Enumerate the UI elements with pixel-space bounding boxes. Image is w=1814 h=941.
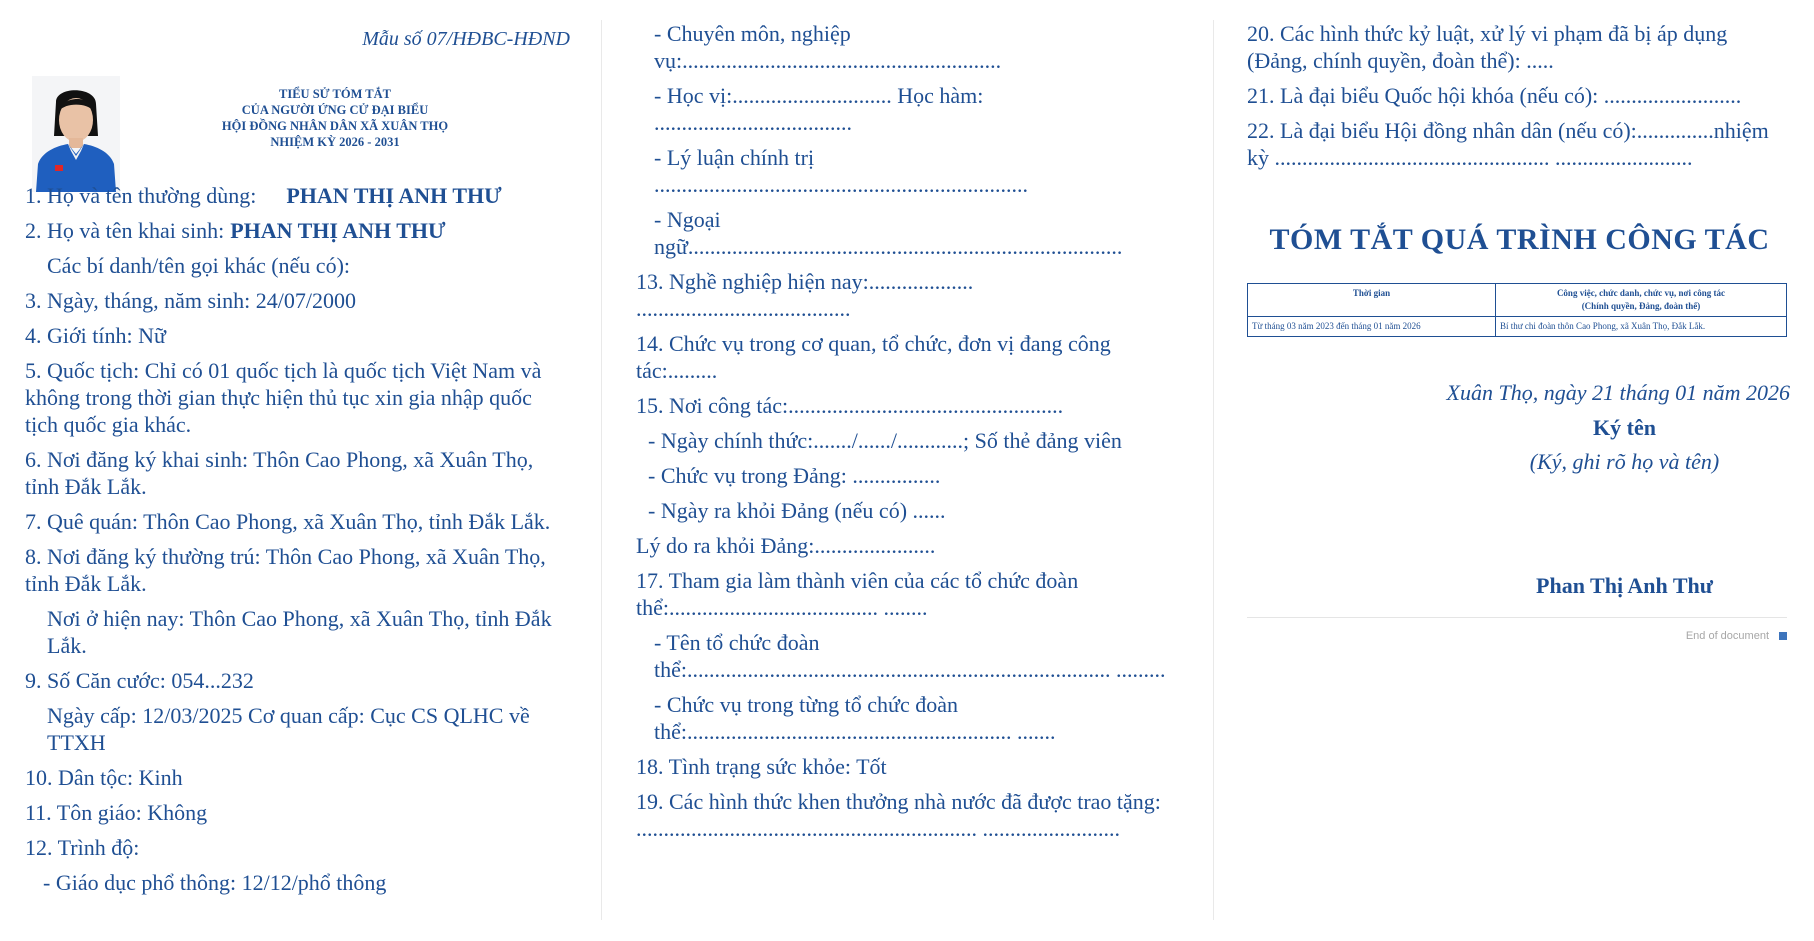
table-cell-job: Bí thư chi đoàn thôn Cao Phong, xã Xuân Thọ, Đắk Lắk.	[1495, 317, 1786, 337]
table-header-job-label: Công việc, chức danh, chức vụ, nơi công tác	[1556, 288, 1725, 298]
end-of-document	[1247, 630, 1787, 642]
bio-section-3	[1247, 20, 1792, 642]
field-education: 12. Trình độ:	[25, 835, 140, 860]
field-position: 14. Chức vụ trong cơ quan, tổ chức, đơn vị đang công tác:.........	[636, 331, 1111, 383]
field-peoples-council: 22. Là đại biểu Hội đồng nhân dân (nếu có):..............nhiệm kỳ .................................................. .........................	[1247, 118, 1769, 170]
signature-title: Ký tên	[1593, 415, 1656, 440]
table-header-time: Thời gian	[1248, 284, 1496, 317]
bio-section-1	[25, 182, 570, 896]
table-header-job-sub: (Chính quyền, Đảng, đoàn thể)	[1581, 301, 1701, 311]
end-of-document-label: End of document	[1685, 630, 1769, 642]
field-party-position: - Chức vụ trong Đảng: ................	[648, 463, 941, 488]
table-header-row	[1248, 284, 1787, 317]
field-permanent-residence: 8. Nơi đăng ký thường trú: Thôn Cao Phong, xã Xuân Thọ, tỉnh Đắk Lắk.	[25, 544, 546, 596]
field-birth-name: 2. Họ và tên khai sinh: PHAN THỊ ANH THƯ	[25, 218, 446, 243]
field-hometown: 7. Quê quán: Thôn Cao Phong, xã Xuân Thọ, tỉnh Đắk Lắk.	[25, 509, 551, 534]
field-organization-name: - Tên tổ chức đoàn thể:............................................................................. .........	[654, 630, 1166, 682]
table-header-job	[1495, 284, 1786, 317]
portrait-photo	[32, 76, 120, 192]
field-id-number: 9. Số Căn cước: 054...232	[25, 668, 254, 693]
column-1	[25, 20, 570, 920]
document-heading	[185, 86, 485, 150]
field-party-official-date: - Ngày chính thức:......./....../............; Số thẻ đảng viên	[648, 428, 1122, 453]
common-name-value: PHAN THỊ ANH THƯ	[286, 183, 502, 208]
field-discipline: 20. Các hình thức kỷ luật, xử lý vi phạm đã bị áp dụng (Đảng, chính quyền, đoàn thể): .....	[1247, 21, 1728, 73]
field-foreign-language: - Ngoại ngữ...............................................................................	[654, 207, 1123, 259]
field-national-assembly: 21. Là đại biểu Quốc hội khóa (nếu có): .........................	[1247, 83, 1742, 108]
column-divider	[1213, 20, 1214, 920]
field-religion: 11. Tôn giáo: Không	[25, 800, 208, 825]
heading-line: TIỂU SỬ TÓM TẮT	[279, 87, 391, 101]
heading-line: NHIỆM KỲ 2026 - 2031	[270, 135, 400, 149]
column-divider	[601, 20, 602, 920]
field-gender: 4. Giới tính: Nữ	[25, 323, 166, 348]
field-general-education: - Giáo dục phổ thông: 12/12/phổ thông	[43, 870, 387, 895]
field-current-residence: Nơi ở hiện nay: Thôn Cao Phong, xã Xuân Thọ, tỉnh Đắk Lắk.	[47, 606, 552, 658]
signer-name: Phan Thị Anh Thư	[1536, 573, 1713, 598]
field-party-leave-date: - Ngày ra khỏi Đảng (nếu có) ......	[648, 498, 946, 523]
end-square-icon	[1779, 632, 1787, 640]
work-history-table	[1247, 283, 1787, 337]
field-nationality: 5. Quốc tịch: Chỉ có 01 quốc tịch là quốc tịch Việt Nam và không trong thời gian thực hiện thủ tục xin gia nhập quốc tịch quốc gia khác.	[25, 358, 542, 437]
end-divider	[1247, 617, 1787, 618]
signature-date: Xuân Thọ, ngày 21 tháng 01 năm 2026	[1446, 380, 1790, 405]
form-code: Mẫu số 07/HĐBC-HĐND	[362, 28, 570, 50]
column-3	[1247, 20, 1792, 920]
bio-section-2	[636, 20, 1181, 842]
field-specialty: - Chuyên môn, nghiệp vụ:..........................................................	[654, 21, 1002, 73]
field-dob: 3. Ngày, tháng, năm sinh: 24/07/2000	[25, 288, 356, 313]
field-organization-membership: 17. Tham gia làm thành viên của các tổ chức đoàn thể:...................................... ........	[636, 568, 1079, 620]
heading-line: CỦA NGƯỜI ỨNG CỬ ĐẠI BIỂU	[241, 103, 429, 117]
birth-name-value: PHAN THỊ ANH THƯ	[230, 218, 446, 243]
field-alias: Các bí danh/tên gọi khác (nếu có):	[47, 253, 351, 278]
heading-line: HỘI ĐỒNG NHÂN DÂN XÃ XUÂN THỌ	[221, 119, 449, 133]
field-organization-position: - Chức vụ trong từng tổ chức đoàn thể:........................................................... .......	[654, 692, 1056, 744]
table-row	[1248, 317, 1787, 337]
field-id-issue: Ngày cấp: 12/03/2025 Cơ quan cấp: Cục CS QLHC về TTXH	[47, 703, 530, 755]
work-history-title: TÓM TẮT QUÁ TRÌNH CÔNG TÁC	[1269, 223, 1770, 256]
column-2	[636, 20, 1181, 920]
signature-note: (Ký, ghi rõ họ và tên)	[1529, 449, 1720, 474]
field-birth-registration: 6. Nơi đăng ký khai sinh: Thôn Cao Phong, xã Xuân Thọ, tỉnh Đắk Lắk.	[25, 447, 534, 499]
field-occupation: 13. Nghề nghiệp hiện nay:................... .......................................	[636, 269, 974, 321]
field-workplace: 15. Nơi công tác:..................................................	[636, 393, 1064, 418]
field-health: 18. Tình trạng sức khỏe: Tốt	[636, 754, 887, 779]
field-common-name: 1. Họ và tên thường dùng: PHAN THỊ ANH THƯ	[25, 183, 502, 208]
field-awards: 19. Các hình thức khen thưởng nhà nước đã được trao tặng: .............................................................. .........................	[636, 789, 1161, 841]
field-political-theory: - Lý luận chính trị ....................................................................	[654, 145, 1028, 197]
field-party-leave-reason: Lý do ra khỏi Đảng:......................	[636, 533, 936, 558]
field-degree: - Học vị:............................. Học hàm: ....................................	[654, 83, 984, 135]
field-ethnicity: 10. Dân tộc: Kinh	[25, 765, 183, 790]
table-cell-time: Từ tháng 03 năm 2023 đến tháng 01 năm 2026	[1248, 317, 1496, 337]
